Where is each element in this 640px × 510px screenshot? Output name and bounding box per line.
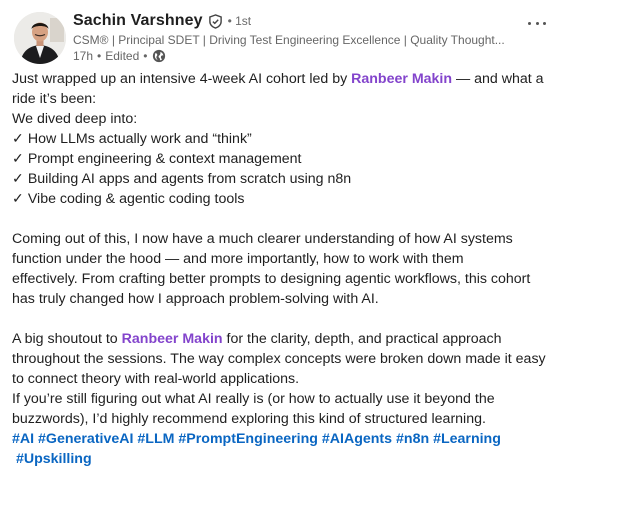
author-headline: CSM® | Principal SDET | Driving Test Engineering Excellence | Quality Thought... (73, 33, 505, 47)
edited-label: Edited (105, 49, 140, 63)
more-horizontal-icon (543, 22, 546, 25)
post-meta (73, 48, 505, 64)
post-line: buzzwords), I’d highly recommend exploring this kind of structured learning. (12, 411, 486, 427)
post-time[interactable]: 17h (73, 49, 94, 63)
separator-dot: • (97, 49, 102, 63)
hashtag-link[interactable]: #n8n (396, 431, 430, 447)
bullet-item: ✓ How LLMs actually work and “think” (12, 131, 252, 147)
bullet-item: ✓ Building AI apps and agents from scratch using n8n (12, 171, 352, 187)
name-row (73, 10, 505, 32)
hashtag-link[interactable]: #GenerativeAI (38, 431, 134, 447)
mention-link[interactable]: Ranbeer Makin (351, 71, 453, 87)
post-text: for the clarity, depth, and practical approach (222, 331, 502, 347)
hashtag-link[interactable]: #AI (12, 431, 35, 447)
post-line: We dived deep into: (12, 111, 138, 127)
post-text: A big shoutout to (12, 331, 122, 347)
more-horizontal-icon (536, 22, 539, 25)
profile-photo (14, 12, 66, 64)
post-line (12, 69, 612, 89)
post-line: Coming out of this, I now have a much clearer understanding of how AI systems (12, 231, 513, 247)
hashtag-link[interactable]: #AIAgents (321, 431, 393, 447)
author-block (73, 10, 505, 64)
mention-link[interactable]: Ranbeer Makin (121, 331, 223, 347)
paragraph-gap (12, 309, 612, 329)
shield-check-icon (208, 14, 223, 29)
post-line: has truly changed how I approach problem-solving with AI. (12, 291, 379, 307)
post-text: Just wrapped up an intensive 4-week AI cohort led by (12, 71, 352, 87)
bullet-item: ✓ Prompt engineering & context management (12, 151, 302, 167)
connection-degree (228, 14, 252, 28)
degree-label: 1st (235, 14, 252, 28)
avatar[interactable] (14, 12, 66, 64)
paragraph-gap (12, 209, 612, 229)
separator-dot: • (143, 49, 148, 63)
more-options-button[interactable] (524, 16, 550, 30)
post-line: effectively. From crafting better prompts to designing agentic workflows, this cohort (12, 271, 531, 287)
hashtag-line (12, 449, 612, 469)
post-line: throughout the sessions. The way complex concepts were broken down made it easy (12, 351, 546, 367)
more-horizontal-icon (528, 22, 531, 25)
globe-icon (152, 49, 166, 63)
bullet-item: ✓ Vibe coding & agentic coding tools (12, 191, 245, 207)
hashtag-line (12, 429, 612, 449)
hashtag-link[interactable]: #Upskilling (15, 451, 92, 467)
post-line: If you’re still figuring out what AI really is (or how to actually use it beyond the (12, 391, 495, 407)
separator-dot: • (227, 14, 232, 28)
post-line (12, 329, 612, 349)
hashtag-link[interactable]: #Learning (433, 431, 501, 447)
post-header (14, 10, 624, 64)
post-line: ride it’s been: (12, 91, 97, 107)
hashtag-link[interactable]: #LLM (137, 431, 175, 447)
post-text: — and what a (452, 71, 544, 87)
hashtag-link[interactable]: #PromptEngineering (178, 431, 318, 447)
author-name[interactable]: Sachin Varshney (73, 12, 203, 29)
post-line: function under the hood — and more importantly, how to work with them (12, 251, 464, 267)
post-line: to connect theory with real-world applications. (12, 371, 300, 387)
post-body (12, 69, 612, 469)
